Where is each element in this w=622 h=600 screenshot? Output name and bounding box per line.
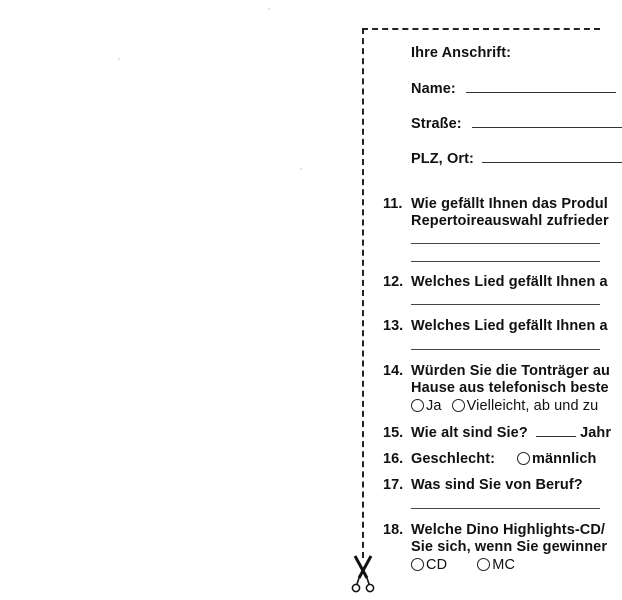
- question-15-text: Wie alt sind Sie?: [411, 425, 528, 441]
- street-field[interactable]: [472, 126, 622, 128]
- name-label: Name:: [411, 81, 456, 97]
- paper-speck: [268, 8, 270, 10]
- question-14-option-ja: Ja: [426, 398, 442, 414]
- question-15-suffix: Jahr: [580, 425, 612, 441]
- question-12-number: 12.: [383, 274, 404, 290]
- question-12-text: Welches Lied gefällt Ihnen a: [411, 274, 608, 290]
- question-18-radio-cd[interactable]: [411, 558, 424, 571]
- street-label: Straße:: [411, 116, 462, 132]
- question-14-line2: Hause aus telefonisch beste: [411, 380, 609, 396]
- question-18-option-cd: CD: [426, 557, 448, 573]
- paper-speck: [118, 58, 120, 60]
- question-18-line2: Sie sich, wenn Sie gewinner: [411, 539, 608, 555]
- name-field[interactable]: [466, 91, 616, 93]
- city-field[interactable]: [482, 161, 622, 163]
- question-18-options: [411, 557, 521, 573]
- question-13-number: 13.: [383, 318, 404, 334]
- city-row: [411, 151, 622, 167]
- scissors-icon: [349, 554, 377, 598]
- question-14-line1: Würden Sie die Tonträger au: [411, 363, 611, 379]
- question-15-number: 15.: [383, 425, 404, 441]
- question-11-line2: Repertoireauswahl zufrieder: [411, 213, 609, 229]
- question-11-answer-line-2[interactable]: [411, 261, 600, 262]
- question-17-answer-line[interactable]: [411, 508, 600, 509]
- cut-line-left: [362, 28, 364, 558]
- question-18-line1: Welche Dino Highlights-CD/: [411, 522, 606, 538]
- question-16-option-maennlich: männlich: [532, 451, 597, 467]
- question-14-radio-vielleicht[interactable]: [452, 399, 465, 412]
- question-15-row: [411, 425, 611, 441]
- question-16-radio-maennlich[interactable]: [517, 452, 530, 465]
- question-11-number: 11.: [383, 196, 403, 212]
- question-11-answer-line-1[interactable]: [411, 243, 600, 244]
- street-row: [411, 116, 622, 132]
- question-18-option-mc: MC: [492, 557, 516, 573]
- question-13-answer-line[interactable]: [411, 349, 600, 350]
- question-16-text: Geschlecht:: [411, 451, 496, 467]
- question-14-radio-ja[interactable]: [411, 399, 424, 412]
- question-17-text: Was sind Sie von Beruf?: [411, 477, 583, 493]
- cut-line-top: [362, 28, 600, 30]
- question-14-option-vielleicht: Vielleicht, ab und zu: [466, 398, 599, 414]
- question-17-number: 17.: [383, 477, 404, 493]
- age-field[interactable]: [536, 435, 576, 437]
- address-heading: Ihre Anschrift:: [411, 45, 512, 61]
- question-16-options: [517, 451, 596, 467]
- question-18-number: 18.: [383, 522, 404, 538]
- city-label: PLZ, Ort:: [411, 151, 474, 167]
- question-12-answer-line[interactable]: [411, 304, 600, 305]
- question-18-radio-mc[interactable]: [477, 558, 490, 571]
- question-11-line1: Wie gefällt Ihnen das Produl: [411, 196, 608, 212]
- name-row: [411, 81, 616, 97]
- paper-speck: [300, 168, 302, 170]
- question-14-number: 14.: [383, 363, 404, 379]
- question-14-options: [411, 398, 604, 414]
- question-16-number: 16.: [383, 451, 404, 467]
- question-13-text: Welches Lied gefällt Ihnen a: [411, 318, 608, 334]
